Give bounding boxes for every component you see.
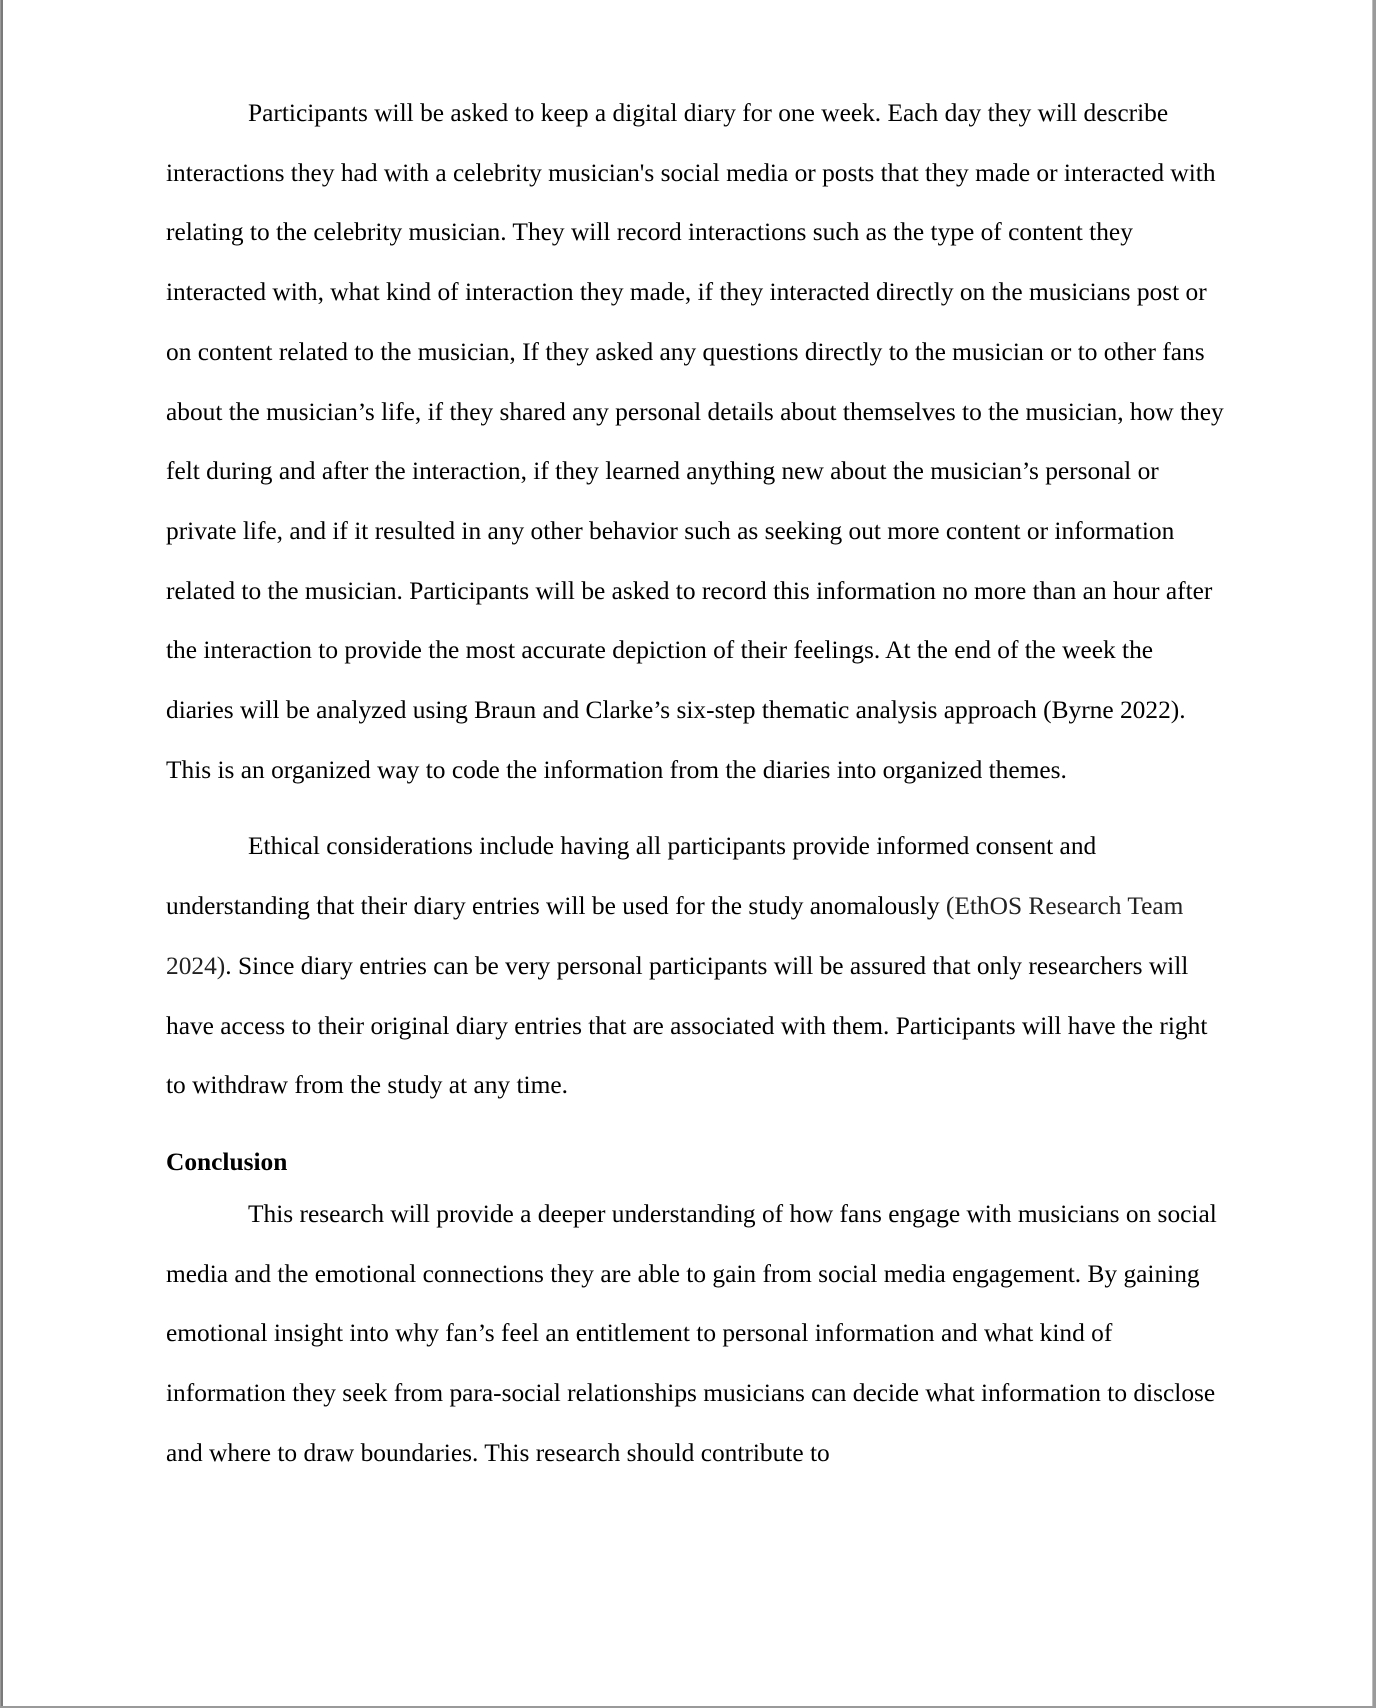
paragraph-diary-method: Participants will be asked to keep a digital diary for one week. Each day they will describe interactions they had with a celebrity musician's social media or posts that they made or interacted with relating to the celebrity musician. They will record interactions such as the type of content they interacted with, what kind of interaction they made, if they interacted directly on the musicians post or on content related to the musician, If they asked any questions directly to the musician or to other fans about the musician’s life, if they shared any personal details about themselves to the musician, how they felt during and after the interaction, if they learned anything new about the musician’s personal or private life, and if it resulted in any other behavior such as seeking out more content or information related to the musician. Participants will be asked to record this information no more than an hour after the interaction to provide the most accurate depiction of their feelings. At the end of the week the diaries will be analyzed using Braun and Clarke’s six-step thematic analysis approach (Byrne 2022). This is an organized way to code the information from the diaries into organized themes. [166, 99, 1224, 784]
paragraph-spacing [166, 1116, 1226, 1133]
paragraph-spacing [166, 800, 1226, 817]
ethics-text-end: . Since diary entries can be very personal participants will be assured that only researchers will have access to their original diary entries that are associated with them. Participants will have the right to withdraw from the study at any time. [166, 951, 1208, 1100]
section-heading-conclusion: Conclusion [166, 1147, 288, 1176]
document-body [166, 84, 1226, 1483]
paragraph-conclusion: This research will provide a deeper understanding of how fans engage with musicians on social media and the emotional connections they are able to gain from social media engagement. By gaining emotional insight into why fan’s feel an entitlement to personal information and what kind of information they seek from para-social relationships musicians can decide what information to disclose and where to draw boundaries. This research should contribute to [166, 1199, 1217, 1467]
document-page [1, 0, 1373, 1706]
ethics-citation: (EthOS Research Team 2024) [166, 892, 1184, 980]
ethics-text-start: Ethical considerations include having all participants provide informed consent and understanding that their diary entries will be used for the study anomalously [166, 832, 1097, 921]
paragraph-ethical-considerations [166, 817, 1226, 1116]
